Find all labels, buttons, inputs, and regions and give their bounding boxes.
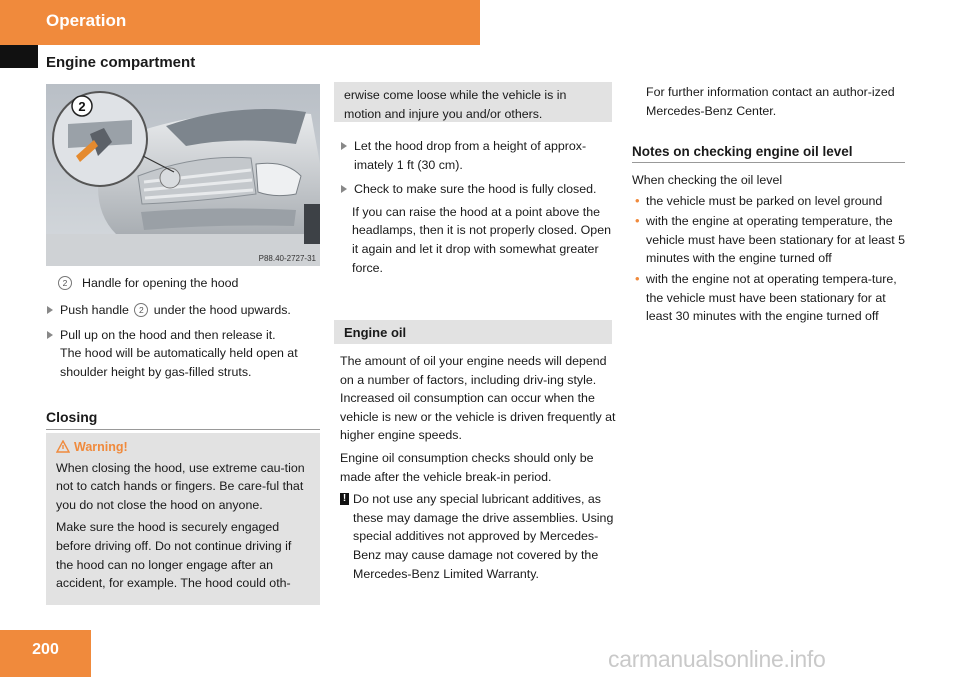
engine-oil-heading: Engine oil [334,320,612,344]
step-item: Let the hood drop from a height of approx-imately 1 ft (30 cm). [340,137,620,174]
warning-triangle-icon [56,440,70,453]
callout-icon: 2 [58,276,72,290]
closing-heading: Closing [46,409,320,430]
callout-icon: 2 [134,303,148,317]
warning-box [46,433,320,605]
hood-handle-photo [46,84,320,266]
notes-heading: Notes on checking engine oil level [632,144,905,163]
hood-opening-steps [46,301,322,381]
contact-note: For further information contact an author-ized Mercedes-Benz Center. [646,85,895,118]
warning-title: Warning! [56,438,310,457]
watermark: carmanualsonline.info [608,646,826,672]
step-item: Pull up on the hood and then release it. [46,326,322,345]
warning-continuation: erwise come loose while the vehicle is in motion and injure you and/or others. [334,82,612,122]
step-note: The hood will be automatically held open at shoulder height by gas-filled struts. [60,346,298,379]
list-item: • the vehicle must be parked on level ground [632,192,910,211]
body-paragraph: The amount of oil your engine needs will depend on a number of factors, including driv-ing style. Increased oil consumption can occur when the vehicle is new or the vehicle is driven frequently at higher engine speeds. [340,354,616,443]
subsection-title: Engine compartment [46,54,196,71]
figure-caption [46,274,320,293]
list-item: • with the engine not at operating tempera-ture, the vehicle must have been stationary for at least 30 minutes with the engine turned off [632,270,910,326]
step-item: Check to make sure the hood is fully closed. [340,180,620,199]
step-item: Push handle 2 under the hood upwards. [46,301,322,320]
figure-code: P88.40-2727-31 [258,254,316,263]
figure-callout-number: 2 [78,99,86,114]
notice-exclamation-icon: ! [340,493,349,505]
step-note: If you can raise the hood at a point above the headlamps, then it is not properly closed. Open it again and let it drop with somewhat greater force. [352,204,611,275]
page-number: 200 [0,630,91,677]
warning-paragraph: When closing the hood, use extreme cau-tion not to catch hands or fingers. Be care-ful that you do not close the hood on anyone. [56,460,305,512]
engine-oil-section [340,352,616,583]
notice-paragraph: ! Do not use any special lubricant additives, as these may damage the drive assemblies. Using special additives not approved by Mercedes-Benz may cause damage not covered by the Mercedes-Benz Limited Warranty. [340,490,616,583]
section-tab-marker [0,45,38,68]
hood-closing-steps [340,137,620,277]
list-item: • with the engine at operating temperature, the vehicle must have been stationary for at least 5 minutes with the engine turned off [632,212,910,268]
warning-paragraph: Make sure the hood is securely engaged before driving off. Do not continue driving if the hood can no longer engage after an accident, for example. The hood could oth- [56,520,292,591]
section-title: Operation [46,11,127,30]
list-intro: When checking the oil level [632,173,783,187]
caption-text: Handle for opening the hood [82,276,239,290]
body-paragraph: Engine oil consumption checks should only be made after the vehicle break-in period. [340,450,594,484]
car-front-illustration [46,84,320,266]
oil-check-conditions [632,171,910,326]
